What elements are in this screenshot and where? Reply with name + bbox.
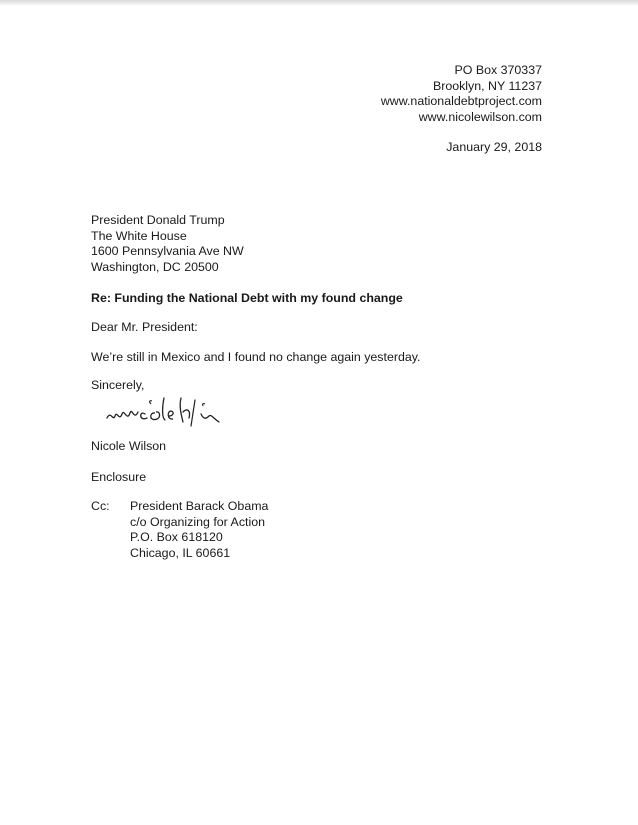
- cc-label: Cc:: [91, 499, 110, 513]
- cc-address: [130, 499, 268, 561]
- sender-address: [381, 63, 542, 125]
- signer-name: Nicole Wilson: [91, 439, 167, 453]
- handwritten-signature-icon: [103, 392, 243, 432]
- sender-website-2: www.nicolewilson.com: [418, 109, 542, 124]
- sender-city: Brooklyn, NY 11237: [432, 78, 542, 93]
- recipient-city: Washington, DC 20500: [91, 259, 219, 274]
- sender-website-1: www.nationaldebtproject.com: [380, 94, 542, 109]
- salutation: Dear Mr. President:: [91, 320, 198, 334]
- enclosure-note: Enclosure: [91, 470, 147, 484]
- recipient-address: [91, 213, 244, 275]
- cc-po-box: P.O. Box 618120: [130, 530, 223, 545]
- closing: Sincerely,: [91, 378, 145, 392]
- cc-city: Chicago, IL 60661: [130, 545, 231, 560]
- letter-date: January 29, 2018: [446, 140, 542, 154]
- cc-organization: c/o Organizing for Action: [130, 514, 265, 529]
- cc-name: President Barack Obama: [130, 499, 269, 513]
- subject-line: Re: Funding the National Debt with my found change: [91, 291, 403, 305]
- letter-body: We’re still in Mexico and I found no change again yesterday.: [91, 350, 421, 364]
- recipient-street: 1600 Pennsylvania Ave NW: [91, 244, 244, 259]
- recipient-organization: The White House: [91, 228, 187, 243]
- sender-po-box: PO Box 370337: [454, 63, 542, 77]
- scan-edge: [0, 0, 638, 6]
- recipient-name: President Donald Trump: [91, 213, 225, 227]
